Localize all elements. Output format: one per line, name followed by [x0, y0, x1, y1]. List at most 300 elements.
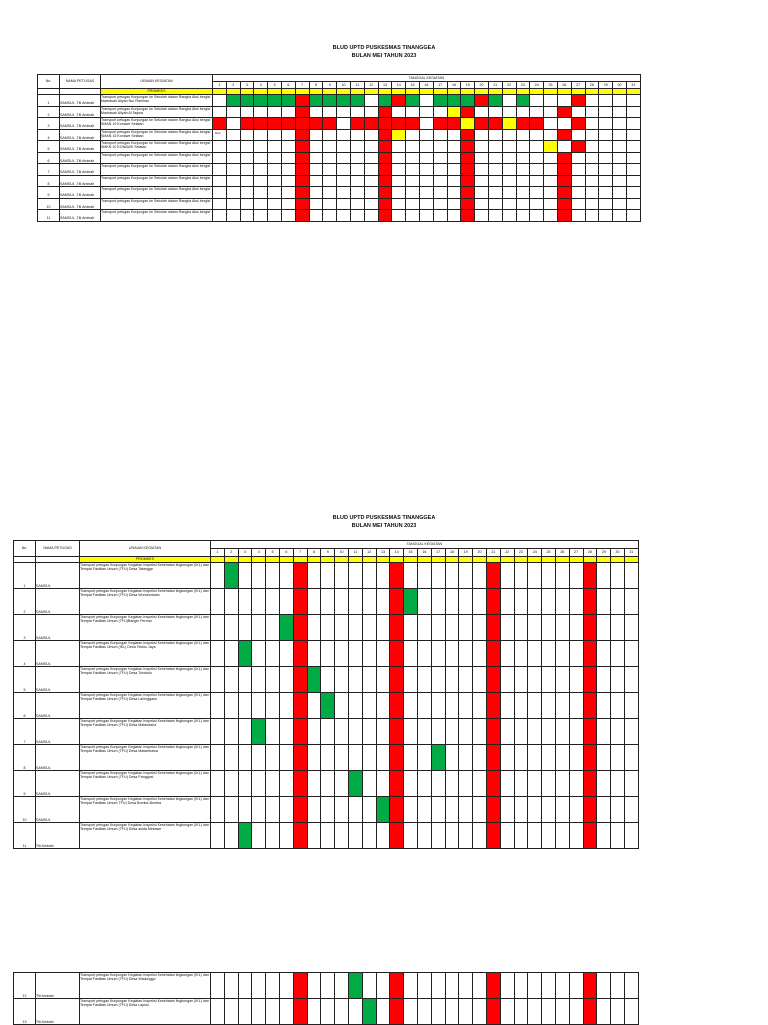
day-header: 7	[293, 549, 307, 557]
row-number: 2	[38, 106, 60, 118]
day-cell	[500, 719, 514, 745]
day-cell	[213, 198, 227, 210]
day-cell	[362, 667, 376, 693]
day-cell	[431, 693, 445, 719]
day-cell-activity	[348, 973, 362, 999]
activity-description: Transport petugas Kunjungan ke Sekolah dalam Rangka Aksi bergizi SMKN 10 KONAWE Selatan	[101, 141, 213, 153]
day-cell	[599, 95, 613, 107]
day-cell	[307, 641, 321, 667]
day-cell-activity	[224, 563, 238, 589]
day-cell	[597, 719, 611, 745]
day-cell	[626, 95, 640, 107]
day-cell	[337, 210, 351, 222]
day-cell	[211, 693, 225, 719]
row-number: 10	[14, 797, 36, 823]
day-cell	[213, 187, 227, 199]
day-cell	[433, 187, 447, 199]
day-cell	[268, 175, 282, 187]
day-cell	[542, 641, 556, 667]
day-cell	[238, 563, 252, 589]
day-cell	[321, 641, 335, 667]
day-cell	[544, 187, 558, 199]
day-cell-holiday	[516, 118, 530, 130]
day-cell	[364, 106, 378, 118]
officer-name: SAMSUL	[36, 771, 80, 797]
day-cell	[626, 175, 640, 187]
sheet1-title	[0, 44, 768, 60]
day-cell	[447, 187, 461, 199]
day-cell	[585, 210, 599, 222]
day-cell	[376, 999, 390, 1025]
day-cell-holiday	[390, 563, 404, 589]
day-header: 3	[238, 549, 252, 557]
day-header: 4	[254, 82, 268, 89]
day-cell-holiday	[557, 129, 571, 141]
day-cell	[624, 973, 638, 999]
day-cell	[417, 823, 431, 849]
day-cell	[530, 95, 544, 107]
day-cell	[376, 589, 390, 615]
day-cell-holiday	[295, 210, 309, 222]
day-header: 14	[390, 549, 404, 557]
day-cell	[321, 615, 335, 641]
day-cell	[611, 563, 625, 589]
header-nama-petugas: NAMA PETUGAS	[36, 541, 80, 557]
day-cell-holiday	[378, 164, 392, 176]
day-cell	[445, 693, 459, 719]
day-cell	[376, 973, 390, 999]
day-cell	[611, 667, 625, 693]
day-cell-activity	[252, 719, 266, 745]
day-cell-holiday	[461, 187, 475, 199]
day-cell	[571, 164, 585, 176]
day-cell	[350, 164, 364, 176]
day-cell-activity	[268, 95, 282, 107]
day-cell	[226, 175, 240, 187]
day-cell	[528, 719, 542, 745]
day-cell	[323, 210, 337, 222]
day-cell	[516, 210, 530, 222]
day-cell-holiday	[295, 129, 309, 141]
day-header: 16	[417, 549, 431, 557]
day-cell	[571, 175, 585, 187]
day-cell	[392, 175, 406, 187]
day-cell	[268, 198, 282, 210]
day-cell	[404, 563, 418, 589]
day-cell	[281, 152, 295, 164]
day-cell	[211, 823, 225, 849]
activity-description: Transport petugas Kunjungan Kegiatan Inspeksi Kesehatan lingkungan (IKL) dan Tempat Fasilitas Umum (TFU) Desa Wundumbatu	[80, 589, 211, 615]
table-row	[38, 198, 641, 210]
day-cell	[488, 198, 502, 210]
activity-description: Transport petugas Kunjungan Kegiatan Inspeksi Kesehatan lingkungan (IKL) dan Tempat Fasilitas Umum (TFU) Desa Wadonggo	[80, 973, 211, 999]
day-cell	[362, 641, 376, 667]
day-cell-holiday	[293, 641, 307, 667]
day-cell-holiday	[390, 719, 404, 745]
day-cell	[445, 563, 459, 589]
day-cell	[544, 175, 558, 187]
day-cell	[321, 563, 335, 589]
day-cell	[350, 152, 364, 164]
day-cell	[611, 745, 625, 771]
day-cell	[364, 175, 378, 187]
row-number: 4	[38, 129, 60, 141]
day-cell	[240, 175, 254, 187]
day-cell	[337, 129, 351, 141]
officer-name: SAMSUL ,Titi Aminah	[60, 210, 101, 222]
day-cell	[238, 719, 252, 745]
day-header: 18	[445, 549, 459, 557]
day-cell	[323, 129, 337, 141]
day-cell	[585, 152, 599, 164]
day-header: 25	[544, 82, 558, 89]
day-cell	[597, 771, 611, 797]
day-cell	[238, 589, 252, 615]
day-cell	[279, 745, 293, 771]
day-cell	[516, 141, 530, 153]
day-cell	[544, 210, 558, 222]
day-cell	[392, 164, 406, 176]
header-no: No.	[14, 541, 36, 557]
day-cell	[585, 106, 599, 118]
day-cell	[445, 771, 459, 797]
row-number: 1	[38, 95, 60, 107]
table-row	[38, 187, 641, 199]
day-cell-holiday	[557, 210, 571, 222]
day-header: 29	[599, 82, 613, 89]
day-cell-holiday	[293, 745, 307, 771]
day-cell	[224, 719, 238, 745]
day-cell	[557, 95, 571, 107]
day-cell	[431, 563, 445, 589]
day-cell-holiday	[295, 164, 309, 176]
officer-name: SAMSUL	[36, 667, 80, 693]
day-cell	[626, 141, 640, 153]
day-cell	[555, 771, 569, 797]
day-cell	[404, 973, 418, 999]
day-cell-activity	[516, 95, 530, 107]
day-header: 28	[585, 82, 599, 89]
day-cell	[335, 745, 349, 771]
day-cell	[459, 823, 473, 849]
day-cell	[488, 175, 502, 187]
day-cell-holiday	[390, 589, 404, 615]
day-cell	[611, 973, 625, 999]
day-cell	[350, 129, 364, 141]
day-cell	[364, 198, 378, 210]
day-cell	[348, 667, 362, 693]
day-cell	[585, 141, 599, 153]
day-cell	[404, 771, 418, 797]
day-cell	[585, 95, 599, 107]
day-cell	[335, 641, 349, 667]
day-cell	[597, 823, 611, 849]
day-cell	[613, 187, 627, 199]
day-cell	[475, 175, 489, 187]
day-cell	[613, 141, 627, 153]
day-cell	[514, 667, 528, 693]
day-cell	[459, 589, 473, 615]
side-note: libur	[215, 131, 221, 135]
day-cell	[613, 198, 627, 210]
day-header: 23	[514, 549, 528, 557]
day-cell	[488, 187, 502, 199]
day-cell	[445, 667, 459, 693]
day-cell	[417, 719, 431, 745]
day-cell-holiday	[390, 771, 404, 797]
officer-name: Titi Aminah	[36, 999, 80, 1025]
day-cell-holiday	[390, 823, 404, 849]
day-cell-holiday	[364, 118, 378, 130]
day-cell	[514, 693, 528, 719]
day-cell	[226, 164, 240, 176]
day-cell-activity	[337, 95, 351, 107]
day-cell	[335, 999, 349, 1025]
day-cell	[266, 615, 280, 641]
day-header: 28	[583, 549, 597, 557]
day-cell	[335, 797, 349, 823]
day-cell	[348, 999, 362, 1025]
day-cell	[226, 141, 240, 153]
day-header: 9	[321, 549, 335, 557]
day-cell	[569, 641, 583, 667]
day-cell	[309, 198, 323, 210]
day-cell	[266, 589, 280, 615]
day-cell	[362, 563, 376, 589]
day-cell	[500, 589, 514, 615]
day-header: 9	[323, 82, 337, 89]
day-header: 19	[461, 82, 475, 89]
day-cell	[516, 198, 530, 210]
day-cell	[254, 175, 268, 187]
officer-name: SAMSUL	[36, 693, 80, 719]
day-cell	[528, 973, 542, 999]
section-label: PROMKES	[80, 557, 211, 563]
day-cell-holiday	[488, 118, 502, 130]
day-cell	[555, 641, 569, 667]
day-cell	[376, 693, 390, 719]
day-cell-holiday	[390, 797, 404, 823]
day-cell-holiday	[486, 693, 500, 719]
row-number: 5	[38, 141, 60, 153]
table-row	[14, 745, 639, 771]
day-cell	[433, 152, 447, 164]
day-cell	[571, 106, 585, 118]
day-cell	[252, 745, 266, 771]
day-cell	[473, 563, 487, 589]
sheet2-title-line1: BLUD UPTD PUSKESMAS TINANGGEA	[332, 515, 436, 521]
day-cell	[309, 141, 323, 153]
day-cell	[252, 999, 266, 1025]
day-cell	[309, 175, 323, 187]
day-cell	[624, 615, 638, 641]
day-cell	[502, 95, 516, 107]
day-cell	[417, 693, 431, 719]
day-cell	[544, 95, 558, 107]
table-row	[14, 797, 639, 823]
day-cell	[279, 563, 293, 589]
day-cell-holiday	[461, 141, 475, 153]
day-cell	[555, 797, 569, 823]
day-cell	[626, 129, 640, 141]
day-cell	[417, 589, 431, 615]
day-cell	[528, 797, 542, 823]
day-cell	[224, 797, 238, 823]
row-number: 8	[14, 745, 36, 771]
day-header: 11	[348, 549, 362, 557]
day-cell	[488, 129, 502, 141]
day-header: 10	[335, 549, 349, 557]
day-cell	[613, 106, 627, 118]
day-cell-holiday	[447, 118, 461, 130]
day-cell	[226, 152, 240, 164]
day-cell	[544, 118, 558, 130]
day-cell	[445, 797, 459, 823]
day-cell	[254, 198, 268, 210]
day-cell	[417, 771, 431, 797]
day-cell-holiday	[486, 999, 500, 1025]
activity-description: Transport petugas Kunjungan ke Sekolah dalam Rangka Aksi bergizi SMAN 15 Konawe Selatan	[101, 129, 213, 141]
day-cell-holiday	[486, 745, 500, 771]
activity-description: Transport petugas Kunjungan Kegiatan Inspeksi Kesehatan lingkungan (IKL) dan Tempat Fasilitas Umum (TFU) Desa Lalonggasu	[80, 693, 211, 719]
day-cell	[309, 152, 323, 164]
day-cell	[404, 797, 418, 823]
day-cell-holiday	[378, 106, 392, 118]
day-cell	[419, 141, 433, 153]
row-number: 11	[38, 210, 60, 222]
day-cell	[335, 667, 349, 693]
day-cell	[323, 152, 337, 164]
day-cell	[542, 745, 556, 771]
day-cell	[599, 141, 613, 153]
day-header: 4	[252, 549, 266, 557]
activity-description: Transport petugas Kunjungan ke Sekolah dalam Rangka Aksi bergizi	[101, 175, 213, 187]
day-cell	[599, 106, 613, 118]
day-cell	[307, 745, 321, 771]
day-cell-holiday	[293, 589, 307, 615]
day-cell	[307, 589, 321, 615]
day-cell	[569, 999, 583, 1025]
day-cell-holiday	[295, 118, 309, 130]
day-cell	[459, 641, 473, 667]
day-cell-holiday	[583, 693, 597, 719]
day-cell	[447, 152, 461, 164]
day-cell-holiday	[461, 164, 475, 176]
day-header: 20	[475, 82, 489, 89]
day-cell	[569, 693, 583, 719]
day-cell-holiday	[486, 589, 500, 615]
table-row	[38, 164, 641, 176]
day-cell-activity	[447, 95, 461, 107]
day-cell	[611, 693, 625, 719]
day-cell-holiday	[486, 641, 500, 667]
day-cell	[555, 667, 569, 693]
day-cell	[528, 641, 542, 667]
day-cell	[445, 745, 459, 771]
day-cell-holiday	[293, 999, 307, 1025]
day-cell	[500, 615, 514, 641]
day-cell	[350, 175, 364, 187]
row-number: 3	[38, 118, 60, 130]
day-cell	[268, 106, 282, 118]
day-cell	[268, 210, 282, 222]
day-cell	[254, 106, 268, 118]
day-cell-holiday	[583, 563, 597, 589]
day-cell	[279, 589, 293, 615]
day-cell	[569, 719, 583, 745]
row-number: 13	[14, 999, 36, 1025]
day-cell	[417, 999, 431, 1025]
officer-name: SAMSUL	[36, 589, 80, 615]
day-header: 13	[376, 549, 390, 557]
day-cell	[433, 175, 447, 187]
day-cell	[431, 823, 445, 849]
day-cell-holiday	[571, 95, 585, 107]
day-cell	[473, 615, 487, 641]
day-cell	[626, 210, 640, 222]
header-no: No.	[38, 75, 60, 89]
day-cell-holiday	[378, 187, 392, 199]
day-cell	[459, 719, 473, 745]
day-cell	[516, 175, 530, 187]
day-cell-holiday	[583, 615, 597, 641]
day-cell-holiday	[293, 693, 307, 719]
day-cell-holiday	[378, 198, 392, 210]
day-cell	[279, 667, 293, 693]
day-cell	[281, 198, 295, 210]
day-cell	[252, 667, 266, 693]
day-header: 18	[447, 82, 461, 89]
day-cell	[362, 973, 376, 999]
day-cell	[624, 719, 638, 745]
day-header: 22	[502, 82, 516, 89]
day-cell	[585, 129, 599, 141]
day-cell	[569, 771, 583, 797]
day-header: 8	[307, 549, 321, 557]
officer-name: SAMSUL ,Titi Aminah	[60, 106, 101, 118]
day-cell	[321, 771, 335, 797]
day-cell	[544, 198, 558, 210]
day-cell	[224, 745, 238, 771]
day-cell	[571, 152, 585, 164]
day-cell	[211, 589, 225, 615]
day-cell-holiday	[583, 999, 597, 1025]
activity-description: Transport petugas Kunjungan ke Sekolah dalam Rangka Aksi bergizi Madrasah Aliyah Al Taqwa	[101, 106, 213, 118]
day-cell	[364, 210, 378, 222]
day-cell	[323, 187, 337, 199]
day-cell-holiday	[390, 667, 404, 693]
day-cell-activity	[307, 667, 321, 693]
day-cell	[376, 641, 390, 667]
day-cell	[376, 719, 390, 745]
day-header: 24	[528, 549, 542, 557]
officer-name: SAMSUL	[36, 615, 80, 641]
day-cell	[307, 999, 321, 1025]
day-header: 21	[488, 82, 502, 89]
row-number: 3	[14, 615, 36, 641]
day-cell	[611, 797, 625, 823]
day-cell	[569, 823, 583, 849]
header-tanggal-kegiatan: TANGGAL KEGIATAN	[211, 541, 639, 549]
day-cell	[585, 198, 599, 210]
day-cell	[337, 198, 351, 210]
day-cell	[597, 693, 611, 719]
activity-description: Transport petugas Kunjungan ke Sekolah dalam Rangka Aksi bergizi	[101, 198, 213, 210]
day-cell	[419, 175, 433, 187]
day-cell	[500, 563, 514, 589]
day-cell	[500, 797, 514, 823]
day-cell	[254, 164, 268, 176]
